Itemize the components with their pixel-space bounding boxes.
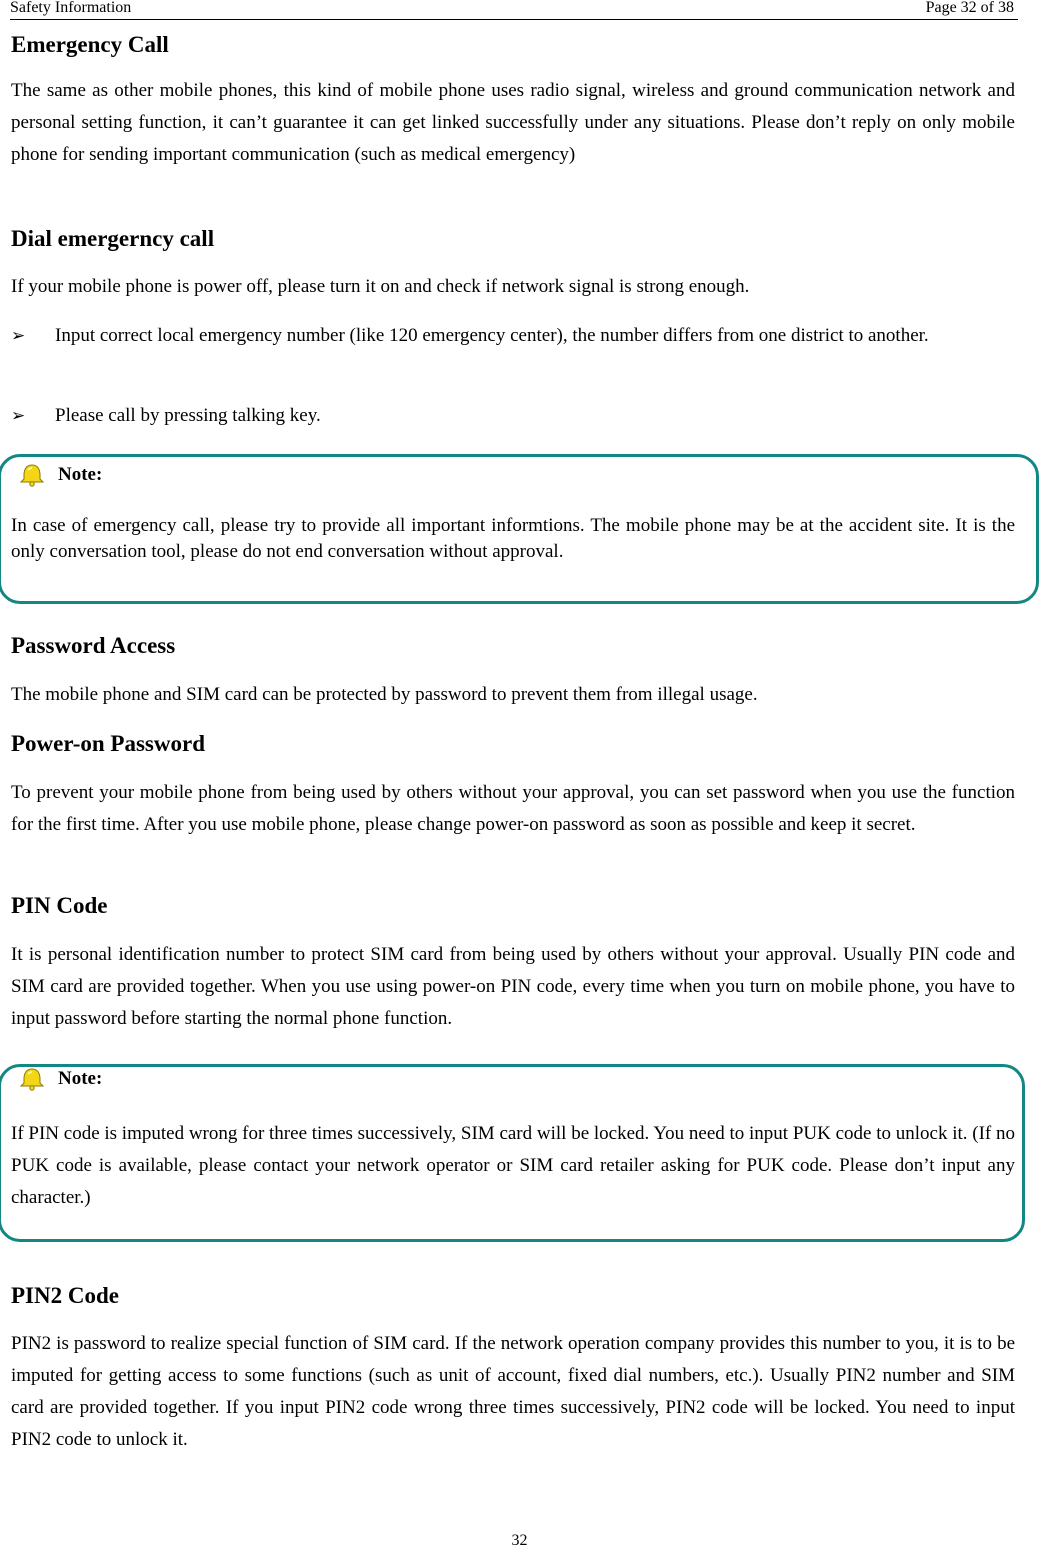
note-label: Note: [58,1068,103,1089]
power-on-paragraph: To prevent your mobile phone from being used by others without your approval, you can set password when you use the function for the first time. After you use mobile phone, please change power-on password as soon as possible and keep it secret. [11,782,1015,835]
bell-icon [18,462,46,488]
heading-pin-code: PIN Code [11,893,108,918]
header-page-indicator: Page 32 of 38 [925,0,1014,16]
bullet-text: Please call by pressing talking key. [55,405,321,426]
pin-code-paragraph: It is personal identification number to protect SIM card from being used by others without your approval. Usually PIN code and SIM card are provided together. When you use using power-on PIN code, every time when you turn on mobile phone, you have to input password before starting the normal phone function. [11,944,1015,1029]
emergency-call-paragraph: The same as other mobile phones, this kind of mobile phone uses radio signal, wireless and ground communication network and personal setting function, it can’t guarantee it can get linked successfully under any situations. Please don’t reply on only mobile phone for sending important communication (such as medical emergency) [11,80,1015,165]
heading-power-on-password: Power-on Password [11,731,205,756]
page-header [10,0,1018,20]
pin2-code-paragraph: PIN2 is password to realize special function of SIM card. If the network operation company provides this number to you, it is to be imputed for getting access to some functions (such as unit of account, fixed dial numbers, etc.). Usually PIN2 number and SIM card are provided together. If you input PIN2 code wrong three times successively, PIN2 code will be locked. You need to input PIN2 code to unlock it. [11,1333,1015,1450]
heading-emergency-call: Emergency Call [11,32,169,57]
header-section-title: Safety Information [10,0,132,16]
note-label: Note: [58,464,103,485]
password-access-paragraph: The mobile phone and SIM card can be protected by password to prevent them from illegal usage. [11,684,758,705]
note-header [18,1066,102,1092]
note-text: If PIN code is imputed wrong for three times successively, SIM card will be locked. You need to input PUK code to unlock it. (If no PUK code is available, please contact your network operator or SIM card retailer asking for PUK code. Please don’t input any character.) [11,1123,1015,1208]
heading-dial-emergency-call: Dial emergerncy call [11,226,215,251]
note-text: In case of emergency call, please try to provide all important informtions. The mobile phone may be at the accident site. It is the only conversation tool, please do not end conversation without approval. [11,515,1015,562]
bullet-item [11,320,1015,352]
bullet-item [11,400,1015,432]
arrow-bullet-icon: ➢ [11,406,26,426]
page-number: 32 [511,1532,528,1549]
note-header [18,462,102,488]
heading-pin2-code: PIN2 Code [11,1283,119,1308]
heading-password-access: Password Access [11,633,176,658]
arrow-bullet-icon: ➢ [11,326,26,346]
bullet-text: Input correct local emergency number (like 120 emergency center), the number differs from one district to another. [55,325,929,346]
dial-emergency-paragraph: If your mobile phone is power off, please turn it on and check if network signal is strong enough. [11,276,750,297]
bell-icon [18,1066,46,1092]
